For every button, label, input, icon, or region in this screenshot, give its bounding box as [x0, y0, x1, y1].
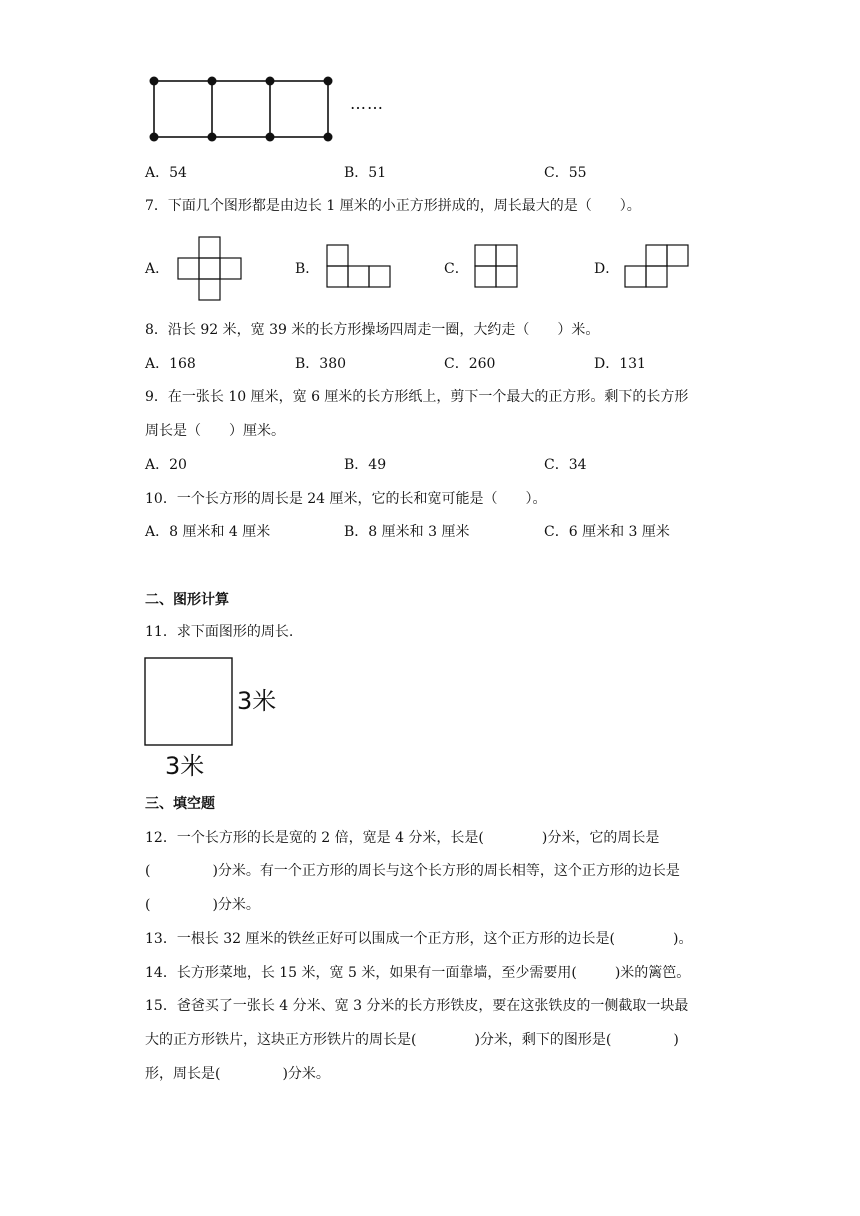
- q15-line1: 15．爸爸买了一张长 4 分米、宽 3 分米的长方形铁皮，要在这张铁皮的一侧截取一块最: [145, 998, 689, 1014]
- q12-text-3b: )分米。: [212, 897, 260, 913]
- q15-text-2b: )分米，剩下的图形是(: [474, 1032, 612, 1048]
- q14-text-b: )米的篱笆。: [614, 965, 691, 981]
- section-2-title: 二、图形计算: [145, 592, 229, 608]
- q12-text-1b: )分米，它的周长是: [541, 830, 660, 846]
- q10-stem: 10．一个长方形的周长是 24 厘米，它的长和宽可能是（ ）。: [145, 491, 547, 507]
- q6-ellipsis: ……: [350, 94, 384, 113]
- q6-option-b: B．51: [344, 165, 387, 181]
- q11-side-label: 3米: [237, 687, 277, 715]
- q15-text-2a: 大的正方形铁片，这块正方形铁片的周长是(: [145, 1032, 417, 1048]
- q8-option-b: B．380: [295, 356, 347, 372]
- q13-text-a: 13．一根长 32 厘米的铁丝正好可以围成一个正方形，这个正方形的边长是(: [145, 931, 615, 947]
- q13-text-b: )。: [673, 931, 693, 947]
- q12-line3: [145, 895, 260, 915]
- q8-option-c: C．260: [444, 356, 496, 372]
- q15-line2: [145, 1030, 679, 1050]
- q12-line1: [145, 828, 659, 848]
- section-3-title: 三、填空题: [145, 796, 215, 812]
- q7-label-b: B．: [295, 261, 320, 277]
- q15-text-3b: )分米。: [282, 1066, 330, 1082]
- q9-stem-line1: 9．在一张长 10 厘米，宽 6 厘米的长方形纸上，剪下一个最大的正方形。剩下的长方形: [145, 389, 689, 405]
- q12-text-1a: 12．一个长方形的长是宽的 2 倍，宽是 4 分米，长是(: [145, 830, 484, 846]
- q12-text-2b: )分米。有一个正方形的周长与这个长方形的周长相等，这个正方形的边长是: [212, 863, 680, 879]
- q15-text-2c: ): [673, 1032, 679, 1048]
- q6-option-a: A．54: [145, 165, 187, 181]
- q7-label-c: C．: [444, 261, 469, 277]
- q15-text-3a: 形，周长是(: [145, 1066, 221, 1082]
- q12-text-3a: (: [145, 897, 151, 913]
- q11-bottom-label: 3米: [165, 752, 205, 780]
- q12-text-2a: (: [145, 863, 151, 879]
- q10-option-a: A．8 厘米和 4 厘米: [145, 524, 271, 540]
- q9-option-c: C．34: [544, 457, 587, 473]
- q9-option-b: B．49: [344, 457, 387, 473]
- q10-option-b: B．8 厘米和 3 厘米: [344, 524, 470, 540]
- q7-label-a: A．: [145, 261, 170, 277]
- q9-option-a: A．20: [145, 457, 187, 473]
- q7-stem: 7．下面几个图形都是由边长 1 厘米的小正方形拼成的，周长最大的是（ ）。: [145, 198, 641, 214]
- q7-label-d: D．: [594, 261, 620, 277]
- q8-option-d: D．131: [594, 356, 646, 372]
- q10-option-c: C．6 厘米和 3 厘米: [544, 524, 670, 540]
- q12-line2: [145, 861, 680, 881]
- q8-stem: 8．沿长 92 米，宽 39 米的长方形操场四周走一圈，大约走（ ）米。: [145, 322, 600, 338]
- q8-option-a: A．168: [145, 356, 196, 372]
- q15-line3: [145, 1064, 330, 1084]
- q9-stem-line2: 周长是（ ）厘米。: [145, 423, 285, 439]
- q6-option-c: C．55: [544, 165, 587, 181]
- q11-stem: 11．求下面图形的周长.: [145, 624, 294, 640]
- q14-line: [145, 963, 690, 983]
- q13-line: [145, 929, 692, 949]
- q14-text-a: 14．长方形菜地，长 15 米，宽 5 米，如果有一面靠墙，至少需要用(: [145, 965, 577, 981]
